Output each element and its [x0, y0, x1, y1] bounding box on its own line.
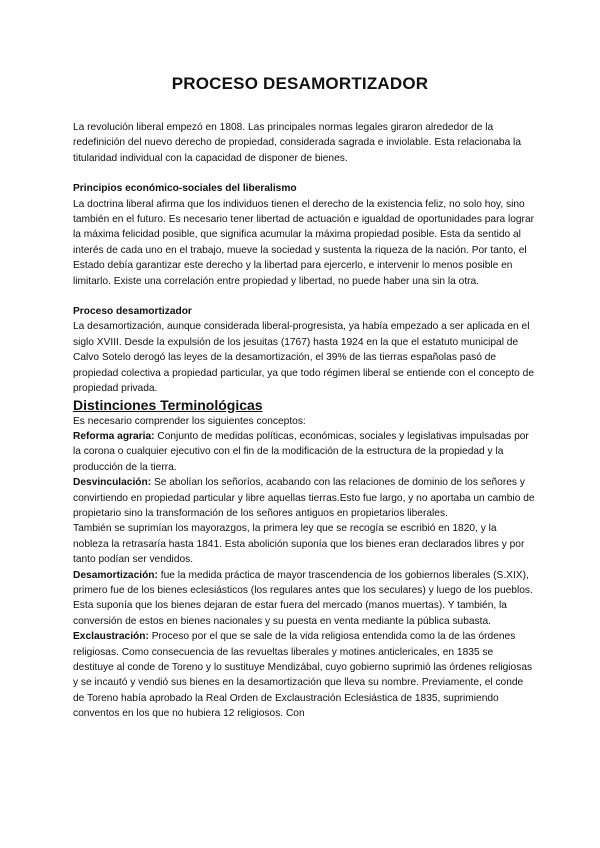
definition-desamortizacion [73, 568, 535, 630]
section-heading-principios: Principios económico-sociales del liberalismo [73, 183, 297, 195]
section-body-proceso: La desamortización, aunque considerada liberal-progresista, ya había empezado a ser aplicada en el siglo XVIII. Desde la expulsión de los jesuitas (1767) hasta 1924 en la que el estatuto municipal de Calvo Sotelo derogó las leyes de la desamortización, el 39% de las tierras españolas pasó de propiedad colectiva a propiedad particular, ya que todo régimen liberal se entiende con el concepto de propiedad privada. [73, 321, 535, 395]
term-exclaustracion: Exclaustración: [73, 631, 149, 643]
term-reforma-agraria: Reforma agraria: [73, 430, 155, 442]
distinctions-heading: Distinciones Terminológicas [73, 396, 263, 413]
document-content [73, 120, 535, 722]
section-heading-proceso: Proceso desamortizador [73, 306, 192, 318]
document-title: PROCESO DESAMORTIZADOR [171, 74, 429, 93]
intro-paragraph: La revolución liberal empezó en 1808. Las principales normas legales giraron alrededor de la redefinición del nuevo derecho de propiedad, considerada sagrada e inviolable. Esta relacionaba la titularidad individual con la capacidad de disponer de bienes. [73, 122, 521, 164]
definition-text-exclaustracion: Proceso por el que se sale de la vida religiosa entendida como la de las órdenes religiosas. Como consecuencia de las revueltas liberales y motines anticlericales, en 1835 se destituye al conde de Toreno y lo sustituye Mendizábal, cuyo gobierno suprimió las órdenes religiosas y se incautó y vendió sus bienes en la desamortización que lleva su nombre. Previamente, el conde de Toreno había aprobado la Real Orden de Exclaustración Eclesiástica de 1835, suprimiendo conventos en los que no hubiera 12 religiosos. Con [73, 631, 533, 720]
definition-reforma-agraria [73, 429, 535, 475]
definition-desvinculacion [73, 475, 535, 521]
section-body-principios: La doctrina liberal afirma que los individuos tienen el derecho de la existencia feliz, no solo hoy, sino también en el futuro. Es necesario tener libertad de actuación e igualdad de oportunidades para lograr la máxima felicidad posible, que significa acumular la máxima propiedad posible. Esta da sentido al interés de cada uno en el trabajo, mueve la sociedad y sustenta la riqueza de la nación. Por tanto, el Estado debía garantizar este derecho y la libertad para ejercerlo, e intervenir lo menos posible en limitarlo. Existe una correlación entre propiedad y libertad, no puede haber una sin la otra. [73, 198, 535, 287]
definition-exclaustracion [73, 629, 535, 721]
distinctions-lead: Es necesario comprender los siguientes conceptos: [73, 415, 306, 427]
term-desvinculacion: Desvinculación: [73, 477, 152, 489]
definition-text-desamortizacion: fue la medida práctica de mayor trascendencia de los gobiernos liberales (S.XIX), primero fue de los bienes eclesiásticos (los regulares antes que los seculares) y luego de los pueblos. Esta suponía que los bienes dejaran de estar fuera del mercado (manos muertas). Y también, la conversión de estos en bienes nacionales y su puesta en venta mediante la pública subasta. [73, 569, 533, 627]
term-desamortizacion: Desamortización: [73, 569, 158, 581]
paragraph-mayorazgos: También se suprimían los mayorazgos, la primera ley que se recogía se escribió en 1820, y la nobleza la retrasaría hasta 1841. Esta abolición suponía que los bienes eran declarados libres y por tanto podían ser vendidos. [73, 523, 525, 566]
definition-text-reforma-agraria: Conjunto de medidas políticas, económicas, sociales y legislativas impulsadas por la corona o cualquier ejecutivo con el fin de la modificación de la estructura de la propiedad y la producción de la tierra. [73, 430, 529, 473]
definition-text-desvinculacion: Se abolían los señoríos, acabando con las relaciones de dominio de los señores y convirtiendo en propiedad particular y libre aquellas tierras.Esto fue largo, y no aportaba un cambio de propietario sino la transformación de los señores antiguos en propietarios liberales. [73, 477, 535, 519]
